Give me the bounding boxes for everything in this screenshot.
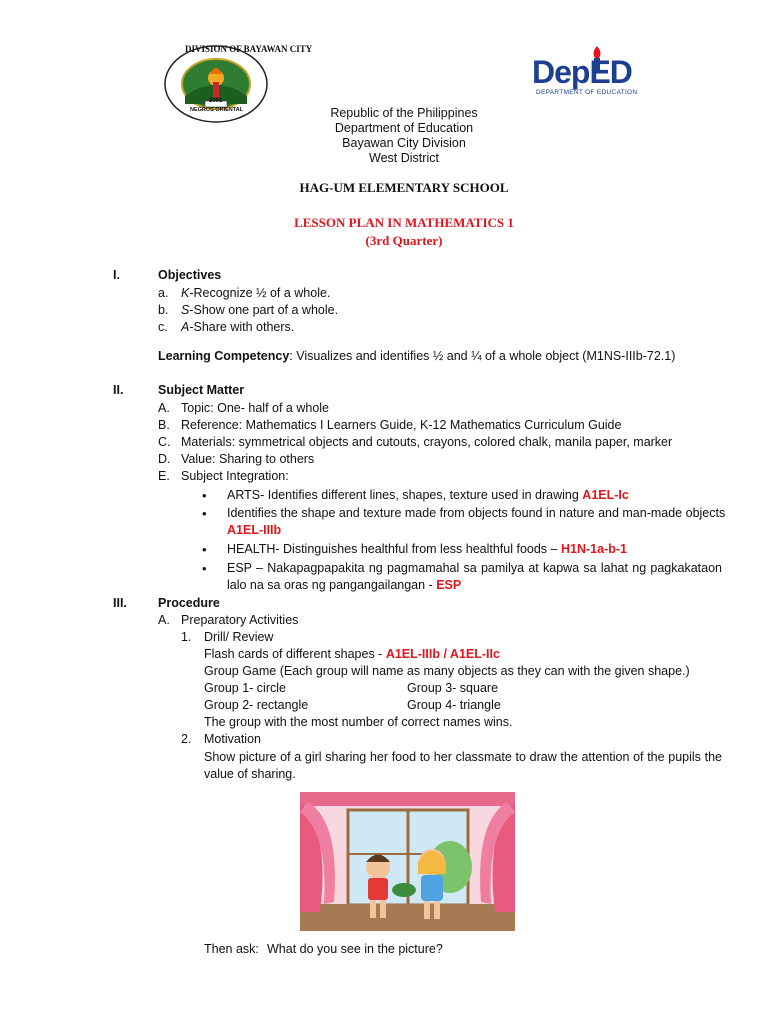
group-1: Group 1- circle: [204, 681, 286, 695]
integration-arts-code: A1EL-Ic: [582, 488, 629, 502]
subject-letter-a: A.: [158, 401, 170, 415]
objective-letter-c: c.: [158, 320, 168, 334]
deped-logo: [532, 44, 682, 99]
subject-matter-numeral: II.: [113, 383, 124, 397]
winner-text: The group with the most number of correct names wins.: [204, 715, 513, 729]
deped-wordmark: DepED: [532, 54, 632, 90]
learning-competency: [158, 348, 675, 365]
flash-cards-text: Flash cards of different shapes -: [204, 647, 386, 661]
group-4: Group 4- triangle: [407, 698, 501, 712]
integration-shape-code: A1EL-IIIb: [227, 523, 282, 537]
header-line-district: West District: [369, 151, 439, 165]
header-line-republic: Republic of the Philippines: [330, 106, 478, 120]
subject-item-value: Value: Sharing to others: [181, 452, 315, 466]
objective-c-prefix: A: [181, 320, 190, 334]
drill-number: 1.: [181, 630, 192, 644]
subject-item-reference: Reference: Mathematics I Learners Guide, K-12 Mathematics Curriculum Guide: [181, 418, 622, 432]
header-block: [254, 106, 554, 166]
integration-item-health: [227, 541, 627, 558]
objective-a-prefix: K: [181, 286, 190, 300]
competency-label: Learning Competency: [158, 349, 290, 363]
group-2: Group 2- rectangle: [204, 698, 309, 712]
procedure-numeral: III.: [113, 596, 127, 610]
subject-letter-d: D.: [158, 452, 171, 466]
motivation-number: 2.: [181, 732, 192, 746]
objectives-heading: Objectives: [158, 268, 222, 282]
objective-a-text: -Recognize ½ of a whole.: [189, 286, 331, 300]
drill-title: Drill/ Review: [204, 630, 274, 644]
integration-arts-text: ARTS- Identifies different lines, shapes, texture used in drawing: [227, 488, 583, 502]
objective-b-prefix: S: [181, 303, 190, 317]
flash-cards-code: A1EL-IIIb / A1EL-IIc: [385, 647, 500, 661]
quarter-label: (3rd Quarter): [365, 233, 443, 248]
integration-health-text: HEALTH- Distinguishes healthful from less healthful foods –: [227, 542, 561, 556]
subject-letter-c: C.: [158, 435, 171, 449]
group-game-text: Group Game (Each group will name as many objects as they can with the given shape.): [204, 664, 690, 678]
integration-esp-text: ESP – Nakapagpapakita ng pagmamahal sa pamilya at kapwa sa lahat ng pagkakataon lalo na sa oras ng pangangailangan -: [227, 561, 722, 592]
objectives-numeral: I.: [113, 268, 120, 282]
ask-question: What do you see in the picture?: [267, 942, 443, 956]
objective-letter-b: b.: [158, 303, 169, 317]
motivation-text: Show picture of a girl sharing her food to her classmate to draw the attention of the pupils the value of sharing.: [204, 750, 722, 781]
subject-item-integration: Subject Integration:: [181, 469, 289, 483]
objective-letter-a: a.: [158, 286, 169, 300]
objective-c: [181, 319, 294, 336]
subject-matter-heading: Subject Matter: [158, 383, 245, 397]
integration-item-shape: [227, 505, 725, 522]
header-line-department: Department of Education: [334, 121, 474, 135]
objective-a: [181, 285, 330, 302]
group-3: Group 3- square: [407, 681, 499, 695]
integration-esp-code: ESP: [436, 578, 462, 592]
deped-subtext: DEPARTMENT OF EDUCATION: [536, 89, 638, 96]
lesson-title: LESSON PLAN IN MATHEMATICS 1: [294, 215, 514, 230]
subject-letter-e: E.: [158, 469, 170, 483]
seal-text: DIVISION OF BAYAWAN CITY: [185, 44, 313, 54]
subject-letter-b: B.: [158, 418, 170, 432]
integration-shape-text: Identifies the shape and texture made from objects found in nature and man-made objects: [227, 506, 726, 520]
school-name: HAG-UM ELEMENTARY SCHOOL: [299, 180, 509, 195]
header-line-division: Bayawan City Division: [342, 136, 466, 150]
motivation-title: Motivation: [204, 732, 261, 746]
integration-health-code: H1N-1a-b-1: [560, 542, 627, 556]
competency-text: : Visualizes and identifies ½ and ¼ of a whole object (M1NS-IIIb-72.1): [289, 349, 676, 363]
ask-label: Then ask:: [204, 942, 259, 956]
objective-c-text: -Share with others.: [189, 320, 295, 334]
objective-b: [181, 302, 338, 319]
procedure-letter-a: A.: [158, 613, 170, 627]
flash-cards-line: [204, 646, 500, 663]
seal-year: 2001: [209, 98, 223, 104]
procedure-heading: Procedure: [158, 596, 220, 610]
subject-item-topic: Topic: One- half of a whole: [181, 401, 329, 415]
integration-item-arts: [227, 487, 629, 504]
subject-item-materials: Materials: symmetrical objects and cutouts, crayons, colored chalk, manila paper, marker: [181, 435, 673, 449]
objective-b-text: -Show one part of a whole.: [189, 303, 339, 317]
preparatory-activities: Preparatory Activities: [181, 613, 299, 627]
seal-bottom-text: NEGROS ORIENTAL: [190, 107, 244, 113]
sharing-illustration: [300, 792, 515, 931]
integration-item-esp: [227, 560, 722, 594]
